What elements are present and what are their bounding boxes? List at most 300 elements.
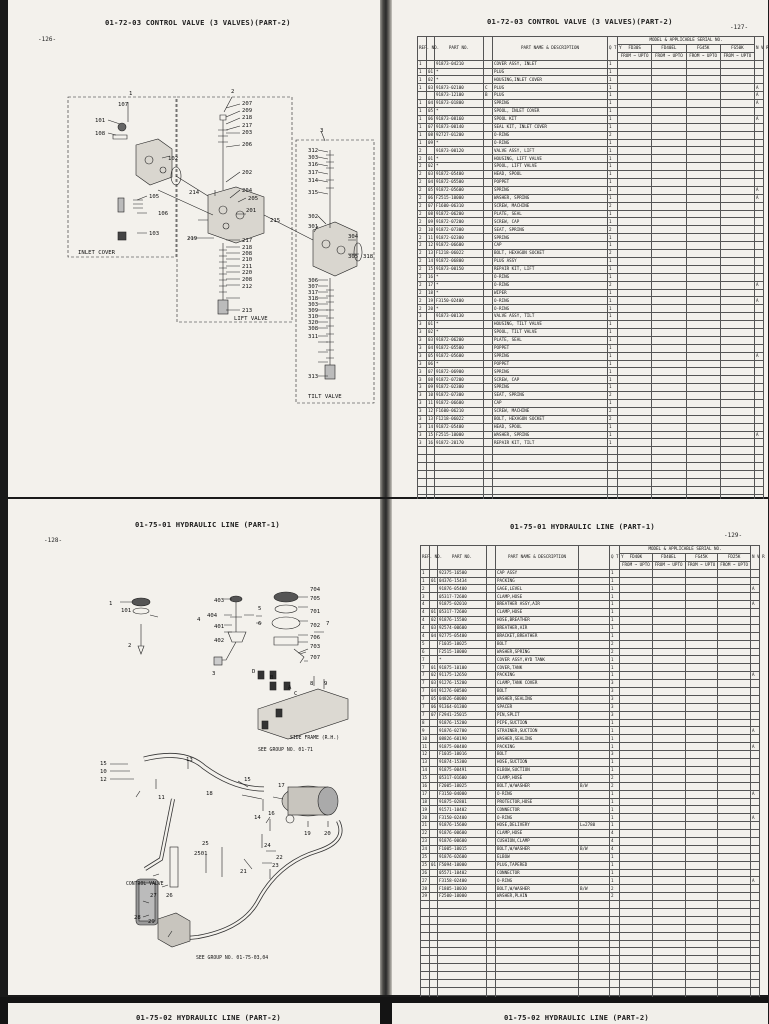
cell-ref: 2 [418, 289, 427, 297]
cell-qty: 1 [608, 171, 618, 179]
cell-serial [718, 711, 751, 719]
cell-serial [720, 336, 754, 344]
cell-ref: 1 [418, 108, 427, 116]
cell-serial [652, 415, 686, 423]
table-row-empty [421, 979, 760, 987]
table-row [421, 751, 760, 759]
cell-empty [438, 956, 487, 964]
callout-105: 105 [149, 194, 160, 200]
group-label-2: 2 [231, 89, 235, 95]
cell-qty: 1 [608, 328, 618, 336]
cell-desc: HOUSING,INLET COVER [493, 76, 608, 84]
callout-308: 308 [308, 326, 319, 332]
cell-serial [718, 680, 751, 688]
cell-empty [620, 908, 653, 916]
cell-serial [652, 830, 685, 838]
cell-serial [718, 624, 751, 632]
cell-desc: BOLT [496, 688, 579, 696]
cell-part: 91872-02300 [435, 234, 484, 242]
cell-serial [718, 593, 751, 601]
cell-serial [686, 336, 720, 344]
cell-part: 91873-00140 [435, 123, 484, 131]
cell-serial [686, 328, 720, 336]
cell-tag [484, 186, 493, 194]
cell-part: * [438, 656, 487, 664]
cell-note [579, 830, 610, 838]
cell-sub [430, 601, 438, 609]
table-row-empty [418, 455, 764, 463]
cell-note [579, 569, 610, 577]
cell-sub: 07 [427, 368, 435, 376]
cell-nv [755, 384, 764, 392]
cell-empty [421, 987, 430, 995]
cell-qty: 1 [608, 431, 618, 439]
cell-ref: 3 [421, 593, 430, 601]
cell-ref: 26 [421, 869, 430, 877]
cell-serial [618, 234, 652, 242]
cell-serial [652, 790, 685, 798]
cell-nv: A [755, 115, 764, 123]
cell-nv [751, 617, 760, 625]
cell-qty: 1 [610, 814, 620, 822]
cell-ref: 3 [418, 423, 427, 431]
table-row [418, 242, 764, 250]
cell-serial [685, 632, 718, 640]
cell-empty [484, 470, 493, 478]
callout-218: 218 [242, 115, 253, 121]
callout-18: 18 [206, 791, 213, 797]
cell-empty [685, 908, 718, 916]
cell-nv: A [755, 352, 764, 360]
cell-sub: 02 [430, 672, 438, 680]
cell-part: 91876-15500 [438, 617, 487, 625]
cell-empty [751, 987, 760, 995]
cell-serial [620, 885, 653, 893]
callout-310: 310 [308, 314, 319, 320]
cell-desc: O-RING [493, 305, 608, 313]
cell-sub: 03 [430, 624, 438, 632]
table-row [421, 735, 760, 743]
cell-tag [487, 609, 496, 617]
cell-tag [487, 822, 496, 830]
table-row [418, 265, 764, 273]
cell-serial [686, 179, 720, 187]
cell-qty: 1 [608, 289, 618, 297]
cell-nv [751, 853, 760, 861]
see-group-label-2: SEE GROUP NO. 01-75-03,04 [196, 956, 269, 961]
callout-6: 6 [258, 621, 262, 627]
cell-desc: SEAT, SPRING [493, 392, 608, 400]
cell-empty [427, 463, 435, 471]
cell-tag [487, 798, 496, 806]
cell-empty [435, 470, 484, 478]
cell-serial [618, 321, 652, 329]
cell-qty: 2 [608, 202, 618, 210]
cell-qty: 1 [610, 632, 620, 640]
cell-serial [720, 115, 754, 123]
cell-empty [608, 478, 618, 486]
cell-serial [620, 837, 653, 845]
cell-desc: HOSE,DELIVERY [496, 822, 579, 830]
callout-402: 402 [214, 638, 225, 644]
cell-empty [579, 916, 610, 924]
cell-part: * [435, 68, 484, 76]
table-row [418, 415, 764, 423]
cell-part: F5094-10000 [438, 861, 487, 869]
cell-tag [484, 179, 493, 187]
cell-empty [493, 455, 608, 463]
cell-part: 08826-60190 [438, 735, 487, 743]
cell-nv [751, 751, 760, 759]
cell-part: 05317-01600 [438, 774, 487, 782]
cell-nv [751, 759, 760, 767]
cell-serial [686, 273, 720, 281]
cell-serial [720, 139, 754, 147]
table-row [421, 688, 760, 696]
cell-ref: 27 [421, 877, 430, 885]
cell-nv [755, 336, 764, 344]
cell-tag [487, 585, 496, 593]
cell-nv [751, 806, 760, 814]
cell-serial [652, 837, 685, 845]
cell-qty: 1 [608, 147, 618, 155]
cell-sub: 03 [427, 84, 435, 92]
cell-serial [620, 569, 653, 577]
cell-serial [620, 601, 653, 609]
cell-serial [686, 242, 720, 250]
cell-ref: 16 [421, 782, 430, 790]
callout-107: 107 [118, 102, 129, 108]
cell-serial [618, 226, 652, 234]
cell-ref: 10 [421, 735, 430, 743]
table-row [421, 609, 760, 617]
cell-nv [755, 139, 764, 147]
cell-empty [484, 463, 493, 471]
cell-part: F1600-06210 [435, 407, 484, 415]
cell-nv [755, 305, 764, 313]
cell-serial [620, 861, 653, 869]
callout-28: 28 [134, 915, 141, 921]
cell-ref: 2 [418, 147, 427, 155]
cell-ref: 21 [421, 822, 430, 830]
callout-14: 14 [254, 815, 261, 821]
cell-serial [686, 84, 720, 92]
table-row [418, 384, 764, 392]
cell-nv [751, 766, 760, 774]
lift-valve-label: LIFT VALVE [234, 316, 268, 322]
model-col: FD30S [618, 44, 652, 52]
cell-serial [685, 609, 718, 617]
model-col: FD40EL [652, 44, 686, 52]
cell-sub: 08 [427, 210, 435, 218]
cell-qty: 1 [610, 743, 620, 751]
cell-sub: 16 [427, 273, 435, 281]
cell-empty [438, 916, 487, 924]
table-row [421, 806, 760, 814]
cell-qty: 4 [610, 830, 620, 838]
cell-empty [652, 979, 685, 987]
cell-empty [496, 956, 579, 964]
page-128 [8, 499, 380, 995]
cell-tag [487, 727, 496, 735]
cell-qty: 1 [608, 179, 618, 187]
cell-part: 91872-02300 [435, 384, 484, 392]
cell-empty [579, 987, 610, 995]
callout-309: 309 [308, 308, 319, 314]
col-model-group: MODEL & APPLICABLE SERIAL NO. [618, 37, 755, 45]
cell-empty [487, 956, 496, 964]
cell-serial [718, 695, 751, 703]
spread-control-valve [0, 0, 768, 497]
table-row [418, 289, 764, 297]
cell-serial [652, 877, 685, 885]
group-label-1: 1 [129, 91, 133, 97]
cell-serial [652, 179, 686, 187]
cell-empty [718, 956, 751, 964]
cell-sub: 11 [427, 234, 435, 242]
cell-serial [685, 577, 718, 585]
cell-sub: 02 [427, 328, 435, 336]
cell-part: * [435, 305, 484, 313]
cell-empty [718, 908, 751, 916]
table-row [421, 680, 760, 688]
cell-sub [430, 837, 438, 845]
cell-empty [618, 486, 652, 494]
cell-serial [685, 735, 718, 743]
table-row [418, 218, 764, 226]
cell-serial [685, 837, 718, 845]
cell-serial [720, 289, 754, 297]
cell-serial [685, 672, 718, 680]
cell-desc: ELBOW,SUCTION [496, 766, 579, 774]
callout-212: 212 [242, 284, 253, 290]
cell-qty: 1 [608, 139, 618, 147]
cell-tag [487, 719, 496, 727]
cell-serial [686, 376, 720, 384]
cell-tag [487, 577, 496, 585]
cell-tag [484, 171, 493, 179]
cell-part: 91873-00120 [435, 147, 484, 155]
cell-qty: 1 [610, 656, 620, 664]
cell-empty [487, 948, 496, 956]
callout-217: 217 [242, 123, 253, 129]
cell-serial [618, 368, 652, 376]
cell-empty [618, 463, 652, 471]
table-row [421, 814, 760, 822]
cell-nv [755, 171, 764, 179]
cell-serial [620, 617, 653, 625]
cell-tag [484, 210, 493, 218]
callout-703: 703 [310, 644, 321, 650]
cell-empty [652, 478, 686, 486]
cell-tag [487, 885, 496, 893]
cell-serial [652, 92, 686, 100]
cell-note [579, 711, 610, 719]
cell-nv [751, 593, 760, 601]
table-row [421, 664, 760, 672]
cell-serial [652, 123, 686, 131]
cell-serial [720, 226, 754, 234]
cell-tag [484, 68, 493, 76]
cell-serial [685, 869, 718, 877]
cell-serial [652, 601, 685, 609]
cell-qty: 1 [608, 76, 618, 84]
cell-serial [686, 392, 720, 400]
cell-sub [427, 313, 435, 321]
cell-empty [652, 924, 685, 932]
cell-tag [487, 845, 496, 853]
parts-table-body [421, 569, 760, 1011]
cell-serial [686, 92, 720, 100]
cell-part: * [435, 108, 484, 116]
cell-ref: 14 [421, 766, 430, 774]
cell-note [579, 601, 610, 609]
cell-desc: HEAD, SPOOL [493, 171, 608, 179]
cell-part: 92574-00600 [438, 624, 487, 632]
cell-sub: 11 [427, 399, 435, 407]
cell-serial [685, 893, 718, 901]
cell-serial [685, 695, 718, 703]
cell-note [579, 577, 610, 585]
cell-part: * [435, 289, 484, 297]
cell-empty [418, 486, 427, 494]
cell-qty: 2 [608, 281, 618, 289]
cell-ref: 2 [418, 234, 427, 242]
cell-serial [685, 688, 718, 696]
cell-serial [652, 431, 686, 439]
cell-part: * [435, 360, 484, 368]
callout-208: 208 [242, 251, 253, 257]
cell-tag [487, 774, 496, 782]
cell-desc: CLAMP,TANK COVER [496, 680, 579, 688]
callout-303b: 303 [308, 302, 319, 308]
cell-nv [755, 179, 764, 187]
cell-note [579, 814, 610, 822]
cell-serial [718, 664, 751, 672]
table-row [418, 139, 764, 147]
cell-serial [620, 893, 653, 901]
cell-qty: 1 [610, 822, 620, 830]
cell-tag [484, 194, 493, 202]
cell-serial [620, 640, 653, 648]
cell-serial [685, 727, 718, 735]
callout-9: 9 [324, 681, 328, 687]
cell-empty [487, 972, 496, 980]
table-row [421, 632, 760, 640]
cell-empty [751, 948, 760, 956]
cell-part: 91873-01800 [435, 100, 484, 108]
cell-serial [718, 861, 751, 869]
cell-empty [685, 932, 718, 940]
cell-empty [579, 964, 610, 972]
cell-empty [751, 924, 760, 932]
callout-304: 304 [348, 234, 359, 240]
cell-qty: 2 [610, 782, 620, 790]
table-row [421, 577, 760, 585]
cell-serial [618, 265, 652, 273]
cell-qty: 2 [610, 885, 620, 893]
cell-part: 91876-05400 [438, 585, 487, 593]
cell-tag [484, 76, 493, 84]
cell-desc: BOLT [496, 640, 579, 648]
cell-empty [579, 908, 610, 916]
cell-empty [421, 916, 430, 924]
cell-serial [686, 415, 720, 423]
cell-sub: 01 [427, 321, 435, 329]
cell-empty [430, 932, 438, 940]
cell-sub [430, 766, 438, 774]
cell-serial [618, 431, 652, 439]
cell-note [579, 695, 610, 703]
table-row [421, 774, 760, 782]
cell-nv [751, 719, 760, 727]
cell-serial [652, 711, 685, 719]
cell-qty: 1 [608, 384, 618, 392]
cell-nv [751, 632, 760, 640]
callout-17: 17 [278, 783, 285, 789]
cell-empty [493, 463, 608, 471]
table-row [421, 617, 760, 625]
cell-empty [718, 948, 751, 956]
model-col: FG45K [686, 44, 720, 52]
callout-211: 211 [242, 264, 253, 270]
cell-serial [620, 577, 653, 585]
cell-desc: SPRING [493, 100, 608, 108]
cell-tag [487, 766, 496, 774]
cell-empty [421, 924, 430, 932]
table-row [421, 711, 760, 719]
col-qty: Q T Y [608, 37, 618, 61]
cell-sub: 04 [427, 179, 435, 187]
label-D: D [252, 669, 256, 675]
cell-qty: 1 [608, 210, 618, 218]
cell-ref: 3 [418, 328, 427, 336]
cell-sub [430, 806, 438, 814]
callout-218b: 218 [242, 245, 253, 251]
cell-desc: WASHER, SPRING [493, 431, 608, 439]
cell-serial [720, 328, 754, 336]
cell-serial [652, 147, 686, 155]
table-row [418, 305, 764, 313]
col-part-no: PART NO. [438, 546, 487, 570]
cell-empty [608, 447, 618, 455]
cell-part: 91876-00600 [438, 830, 487, 838]
cell-serial [718, 585, 751, 593]
cell-note [579, 806, 610, 814]
cell-serial [652, 360, 686, 368]
cell-nv: A [755, 84, 764, 92]
cell-desc: SPOOL KIT [493, 115, 608, 123]
cell-part: 91872-05600 [435, 352, 484, 360]
cell-sub: 14 [427, 257, 435, 265]
cell-tag [487, 877, 496, 885]
callout-101: 101 [95, 118, 106, 124]
cell-serial [652, 766, 685, 774]
cell-note [579, 648, 610, 656]
callout-210: 210 [242, 257, 253, 263]
cell-qty: 3 [610, 711, 620, 719]
cell-ref: 2 [418, 179, 427, 187]
col-tag [484, 37, 493, 61]
cell-empty [435, 486, 484, 494]
cell-qty: 1 [610, 790, 620, 798]
cell-empty [579, 979, 610, 987]
cell-tag [484, 218, 493, 226]
cell-serial [652, 727, 685, 735]
cell-nv [755, 439, 764, 447]
cell-qty: 1 [608, 439, 618, 447]
cell-tag [484, 257, 493, 265]
